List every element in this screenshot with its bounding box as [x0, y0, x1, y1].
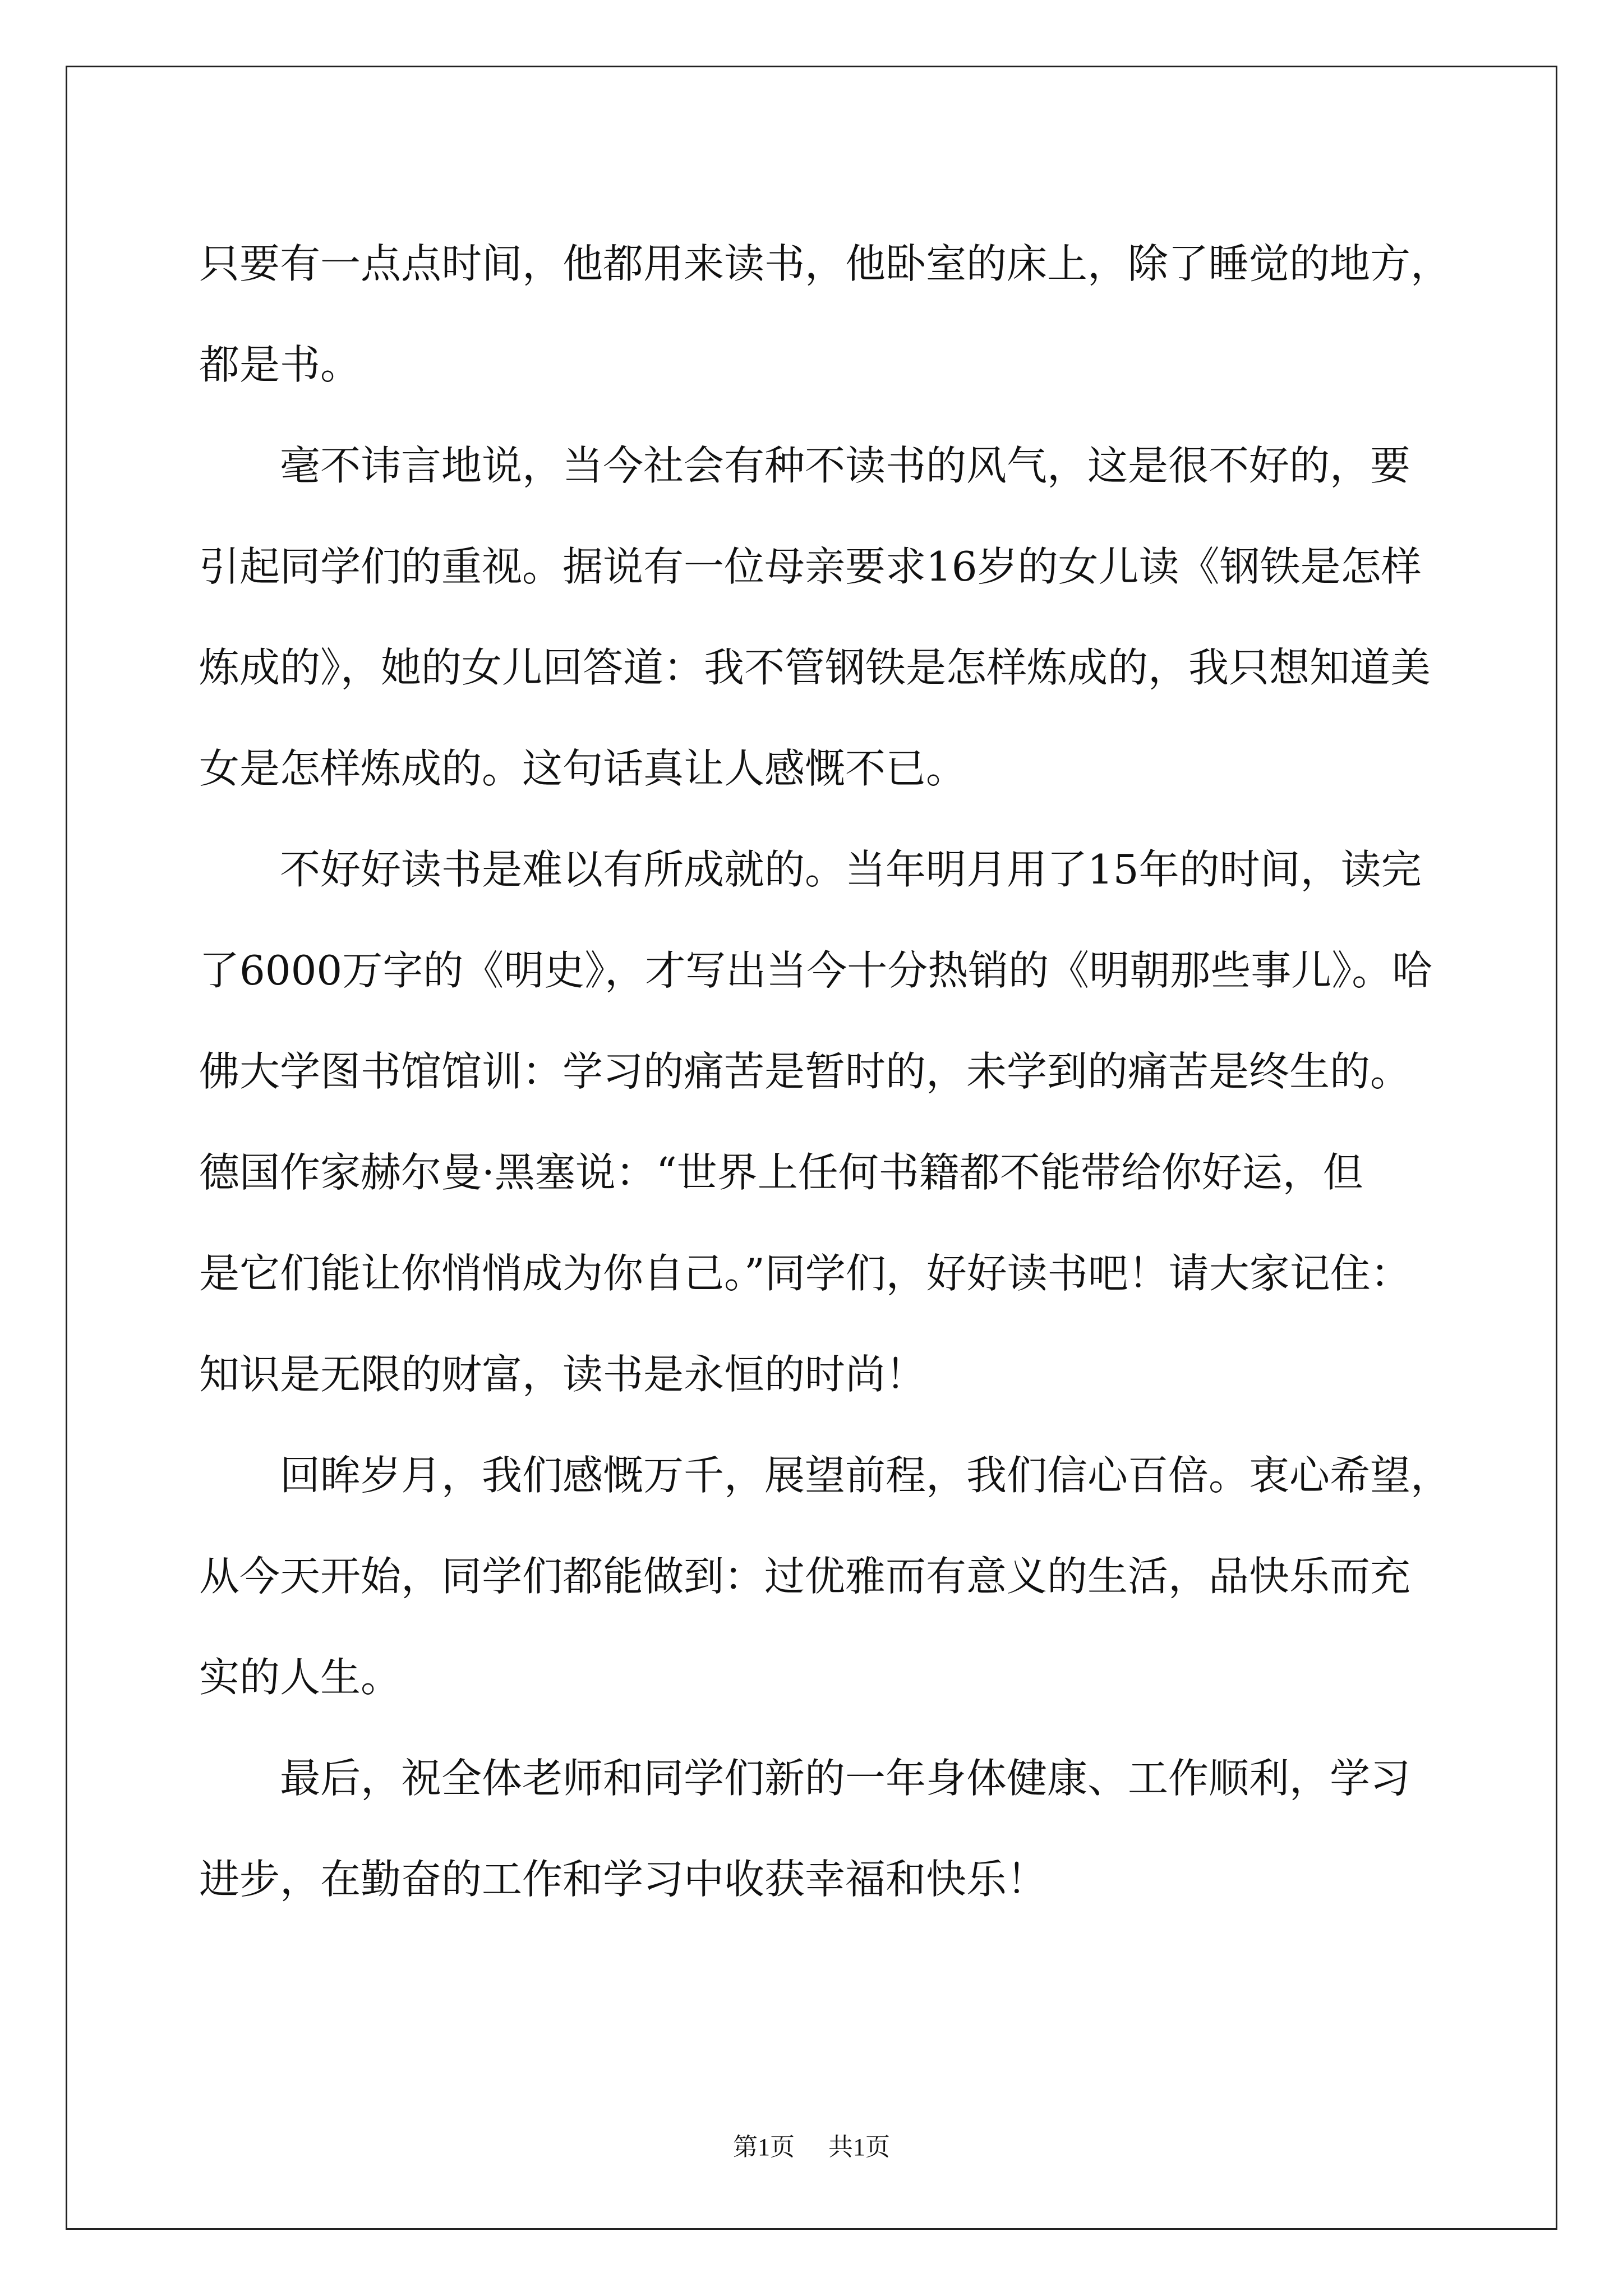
text-line: 从今天开始，同学们都能做到：过优雅而有意义的生活，品快乐而充 [199, 1553, 1411, 1600]
paragraph-5 [199, 1728, 1433, 1930]
text-line: 毫不讳言地说，当今社会有种不读书的风气，这是很不好的，要 [280, 442, 1411, 489]
text-line: 女是怎样炼成的。这句话真让人感慨不已。 [199, 745, 967, 792]
document-body [199, 213, 1451, 1930]
text-line: 进步，在勤奋的工作和学习中收获幸福和快乐！ [199, 1856, 1048, 1903]
text-line: 炼成的》，她的女儿回答道：我不管钢铁是怎样炼成的，我只想知道美 [199, 644, 1431, 691]
paragraph-4 [199, 1425, 1451, 1728]
page-number: 第1页 [733, 2133, 795, 2161]
text-line: 是它们能让你悄悄成为你自己。”同学们，好好读书吧！请大家记住： [199, 1250, 1411, 1297]
paragraph-3 [199, 819, 1433, 1425]
text-line: 德国作家赫尔曼·黑塞说：“世界上任何书籍都不能带给你好运，但 [199, 1149, 1363, 1196]
text-line: 实的人生。 [199, 1654, 402, 1701]
text-line: 回眸岁月，我们感慨万千，展望前程，我们信心百倍。衷心希望， [280, 1452, 1451, 1499]
paragraph-1 [199, 213, 1451, 415]
text-line: 最后，祝全体老师和同学们新的一年身体健康、工作顺利，学习 [280, 1755, 1411, 1802]
text-line: 佛大学图书馆馆训：学习的痛苦是暂时的，未学到的痛苦是终生的。 [199, 1048, 1411, 1095]
text-line: 都是书。 [199, 341, 361, 388]
page-footer [0, 2131, 1623, 2164]
page-total: 共1页 [828, 2133, 890, 2161]
text-line: 不好好读书是难以有所成就的。当年明月用了15年的时间，读完 [280, 846, 1422, 893]
text-line: 知识是无限的财富，读书是永恒的时尚！ [199, 1351, 926, 1398]
paragraph-2 [199, 415, 1433, 819]
text-line: 引起同学们的重视。据说有一位母亲要求16岁的女儿读《钢铁是怎样 [199, 543, 1422, 590]
text-line: 了6000万字的《明史》，才写出当今十分热销的《明朝那些事儿》。哈 [199, 947, 1433, 994]
text-line: 只要有一点点时间，他都用来读书，他卧室的床上，除了睡觉的地方， [199, 240, 1451, 287]
